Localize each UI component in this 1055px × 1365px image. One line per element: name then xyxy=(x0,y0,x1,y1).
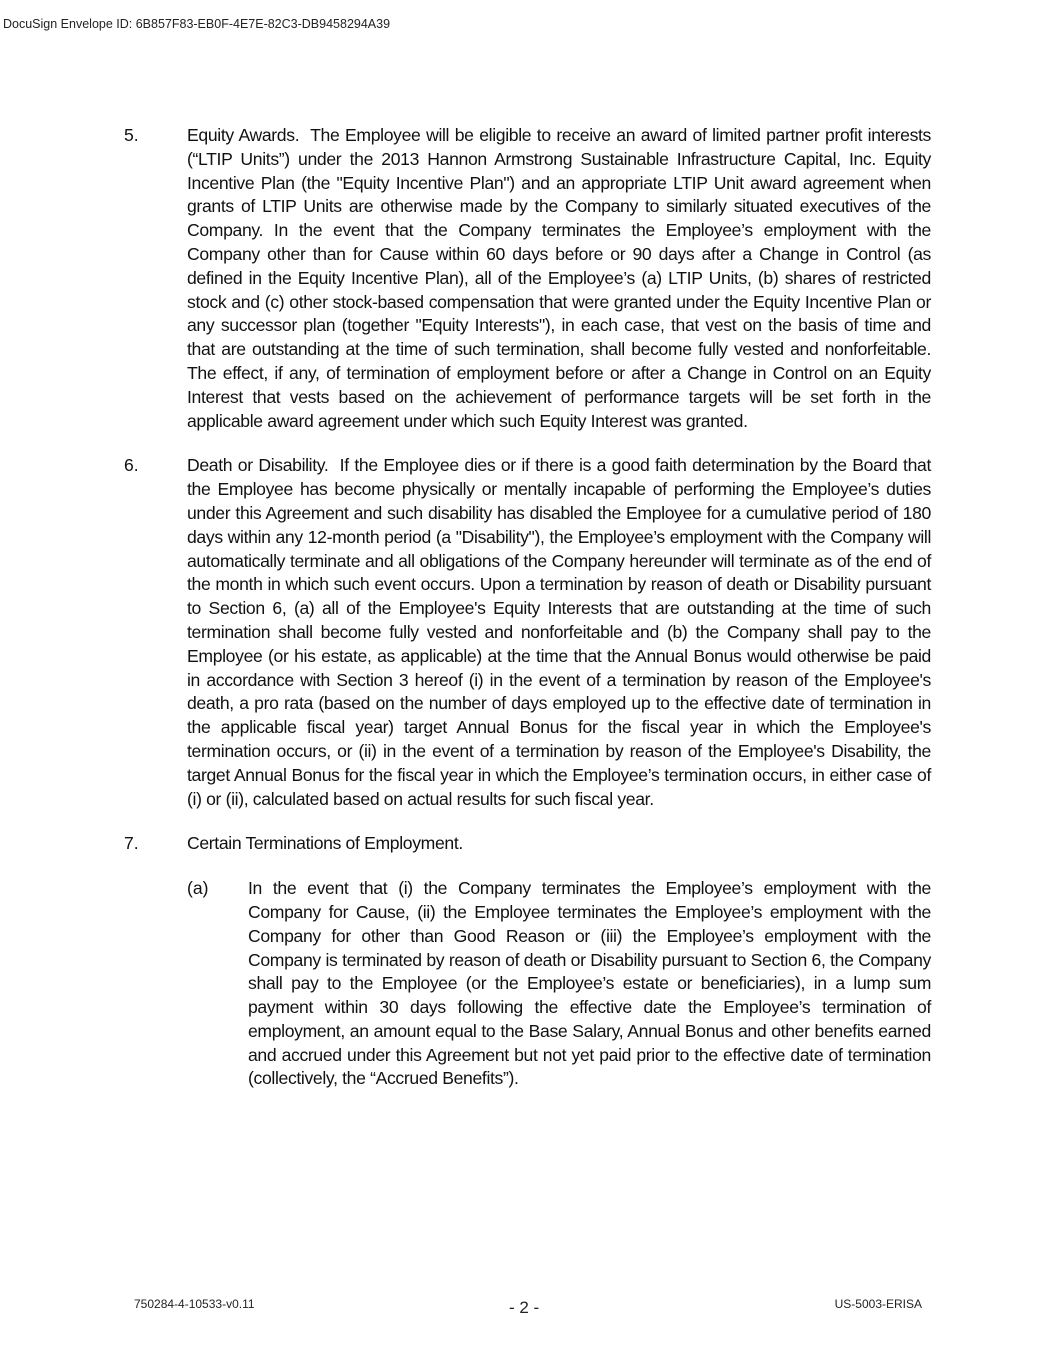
section-7-certain-terminations xyxy=(124,832,931,856)
section-paragraph xyxy=(187,454,931,811)
docusign-envelope-id: DocuSign Envelope ID: 6B857F83-EB0F-4E7E-82C3-DB9458294A39 xyxy=(3,17,391,31)
section-6-death-or-disability xyxy=(124,454,931,811)
section-number: 5. xyxy=(124,125,139,145)
footer-page-number: - 2 - xyxy=(509,1298,540,1317)
section-text: If the Employee dies or if there is a good faith determination by the Board that the Employee has become physically or mentally incapable of performing the Employee’s duties under this Agreement and such disability has disabled the Employee for a cumulative period of 180 days within any 12-month period (a "Disability"), the Employee’s employment with the Company will automatically terminate and all obligations of the Company hereunder will terminate as of the end of the month in which such event occurs. Upon a termination by reason of death or Disability pursuant to Section 6, (a) all of the Employee's Equity Interests that are outstanding at the time of such termination shall become fully vested and nonforfeitable and (b) the Company shall pay to the Employee (or his estate, as applicable) at the time that the Annual Bonus would otherwise be paid in accordance with Section 3 hereof (i) in the event of a termination by reason of the Employee's death, a pro rata (based on the number of days employed up to the effective date of termination in the applicable fiscal year) target Annual Bonus for the fiscal year in which the Employee's termination occurs, or (ii) in the event of a termination by reason of the Employee's Disability, the target Annual Bonus for the fiscal year in which the Employee’s termination occurs, in either case of (i) or (ii), calculated based on actual results for such fiscal year. xyxy=(187,455,932,809)
subsection-text: In the event that (i) the Company terminates the Employee’s employment with the Company for Cause, (ii) the Employee terminates the Employee’s employment with the Company for other than Good Reason or (iii) the Employee’s employment with the Company is terminated by reason of death or Disability pursuant to Section 6, the Company shall pay to the Employee (or the Employee’s estate or beneficiaries), in a lump sum payment within 30 days following the effective date the Employee’s termination of employment, an amount equal to the Base Salary, Annual Bonus and other benefits earned and accrued under this Agreement but not yet paid prior to the effective date of termination (collectively, the “Accrued Benefits”). xyxy=(248,878,931,1089)
footer-form-code: US-5003-ERISA xyxy=(834,1297,922,1311)
document-body xyxy=(124,124,931,1091)
section-title: Certain Terminations of Employment. xyxy=(187,833,463,854)
subsection-7a xyxy=(124,877,931,1091)
subsection-number: (a) xyxy=(187,878,209,899)
section-text: The Employee will be eligible to receive an award of limited partner profit interests (“LTIP Units”) under the 2013 Hannon Armstrong Sustainable Infrastructure Capital, Inc. Equity Incentive Plan (the "Equity Incentive Plan") and an appropriate LTIP Unit award agreement when grants of LTIP Units are otherwise made by the Company to similarly situated executives of the Company. In the event that the Company terminates the Employee’s employment with the Company other than for Cause within 60 days before or 90 days after a Change in Control (as defined in the Equity Incentive Plan), all of the Employee’s (a) LTIP Units, (b) shares of restricted stock and (c) other stock-based compensation that were granted under the Equity Incentive Plan or any successor plan (together "Equity Interests"), in each case, that vest on the basis of time and that are outstanding at the time of such termination, shall become fully vested and nonforfeitable. The effect, if any, of termination of employment before or after a Change in Control on an Equity Interest that vests based on the achievement of performance targets will be set forth in the applicable award agreement under which such Equity Interest was granted. xyxy=(187,125,931,431)
section-number: 7. xyxy=(124,833,139,854)
section-title: Equity Awards. xyxy=(187,125,300,145)
section-5-equity-awards xyxy=(124,124,931,433)
section-paragraph xyxy=(187,124,931,433)
footer-document-id: 750284-4-10533-v0.11 xyxy=(134,1297,255,1311)
section-title: Death or Disability. xyxy=(187,455,329,476)
section-number: 6. xyxy=(124,455,139,476)
